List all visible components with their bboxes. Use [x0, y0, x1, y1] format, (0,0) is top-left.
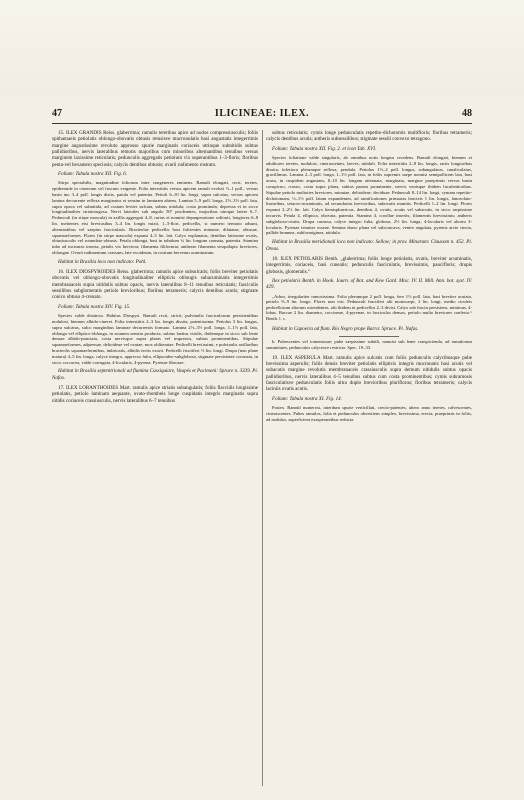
species-description: Frutex. Ramuli numerosi, interdum spurie verticillati, crecto-patentes, altero anno teretes, calvescentes, cinerascentes. Pubes ramulos, folia et pedunculos obvestiens simplex, brevissima, erecta, praeprimis in foliis, ad nodulos, superficiem exasperantibus reducta. [266, 405, 472, 422]
figure-reference: Folium: Tabula nostra XIV. Fig. 15. [58, 303, 131, 310]
column-divider [262, 130, 263, 786]
habitat-note: Habitat in Capoeira ad flum. Rio Negro prope Barra: Spruce. Pi. Nafas. [272, 325, 419, 332]
species-description: Stirps spectabilis, magnitudine foliorum inter congeneres eminens. Ramuli elongati, recti, teretes, epidermide in cinereum vel fuscum vergente. Folia interstitiis versus apicem ramuli evoluti ½–1 poll., versus basin ino 3–4 poll. longis distis, patula vel patentia. Petioli 6–10 lin. longi, supra sulcatus, versus apicem lamina decurrente reflexa marginatus et sensim in laminam abiens. Lamina 5–9 poll. longa, 2½–3½ poll. lata, supra opaca vel subnitida, ad costam leviter sulcata, subtus nitidula; costa prominula, depressa et in sicco longitudinaliter striatorugosa. Nervi laterales sub angulo 50° prodeuntes, majoribus utroque latere 6–7. Pedunculi (in stirpe mascula) in axillis aggregati 4–8, rarius et nonnisi depauperatione solitarii, longiores 6–8 lin. metientes etsi breviusibus 3–4 lin. longis mixti, 1–3-flori, pedicellis, si numero ternario adsunt, alternantibus vel saepius fasciculatis. Bracteolae pedicellis basi fulcientes minutae, dilatatae, obtusae, squamaeformes. Flores (in stirpe mascula) expansi 4–5 lin. lati. Calyx explanatus, dentibus latissime ovatis, obtusiusculis vel rotundato-obtusis. Petala oblonga, basi in tubulum ¾ lin. longum connata, patentia. Stamina tubo ad incisuras inserta, petalis vix breviora; filamenta filiformia; antherae filamenta sesquilapto breviores, oblongae. Ovarii rudimentum crassum, late ovoideum, in rostrum breveum acuminatum. [52, 180, 258, 255]
species-entry: 18. ILEX PETIOLARIS Benth. „glaberrima; foliis longe petiolatis, ovatis, breviter acuminatis, integerrimis, coriaceis, basi cuneatis; pedunculis fasciculatis, brevissimis, paucifloris; drupis globosis, glomeratis.“ [266, 255, 472, 275]
figure-reference: Ilex petiolaris Benth. in Hook. Journ. of Bot. and Kew Gard. Misc. IV. II. Mill. Ann. bot. syst. IV. 429. [266, 277, 472, 291]
page-number-left: 47 [52, 108, 62, 119]
text-column-left [52, 130, 258, 788]
subsection-note: b. Pubescentes vel tomentosae; pube saepissime subtili, nonnisi sub lente conspicienda, ad ramulorum summitates, pedunculos calycesve restricta. Spec. 19–33. [266, 339, 472, 350]
section-separator [339, 336, 399, 337]
page-number-right: 48 [462, 108, 472, 119]
subsection-note: „Arbor, irregulariter ramosissima. Folia plerumque 2 poll. longa, fere 1½ poll. lata, basi breviter acutata, petiolo ⅔–9 lin. longo. Flores non visi. Pedunculi fructiferi alii monocarpi, 2 lin. longi, medio ciculeis pedicellorum aliorum ostendentes, alii ibidem in pedicellos 2–3 divisi. Calyx sub fructu persistens, minimus, 4-lobus. Baccae 2 lin. diametro, coccineae, 4-pyrenae, in fasciculos densos, petiolo multo breviores conferta.“ Benth. l. c. [266, 293, 472, 321]
habitat-note: Habitat in Brasilia septentrionali ad flumina Cassiquiare, Vaupés et Pacimoni: Spruce n. 3339. Pi. Nafas. [52, 368, 258, 381]
running-title: ILICINEAE: ILEX. [214, 108, 310, 119]
habitat-note: Habitat in Brasilia loco non indicato: Pohl. [58, 258, 147, 265]
text-column-right [266, 130, 472, 788]
species-entry: 16. ILEX DIOSPYROIDES Reiss. glaberrima; ramulis apice subsulcatis; foliis breviter petiolatis obovatis vel oblongo-obovatis longitudinaliter ellipticis oblongis subacuminatis integerrimis membranaceis supra nitidulis subtus opacis, nervis lateralibus 8–11 tenuibus reticulatis; fasciculis sessilibus subglomeratis petiolo brevioribus; floribus tetrameris; calycis dentibus acutis; stigmate conico obtuso 4-crenato. [52, 269, 258, 301]
figure-reference: Folium: Tabula nostra XII. Fig. 2. et icon Tab. XVI. [272, 145, 377, 152]
species-description: Species foliatione valde singularis, ab omnibus notis longius recedens. Ramuli elongati, biennes et adultiores teretes, nodulosi, cinerascentes, laeves, nitiduli. Folia interstitiis 2–8 lin. longis, rariis longioribus dissita, inferiora plerumque reflexa, pendula. Petiolus 1½–2 poll. longus, subangulatus, canaliculatus, gracillimus. Lamina 2–3 poll. longa, 1–1½ poll. lata, in foliis supremis saepe nonnisi semipollicem lata, basi acuta, in cuspidem angustam, 8–10 lin. longam attenuata, marginata, margine praeprimis versus basin conspicuo, crasso, costa supra plana, subtus parum prominente, nervis venisque ibidem luculentioribus. Stipulae petiolo multoties breviores, minutae, deltoideae, deciduae. Pedunculi 8–14 lin. longi, cymam repetito-dichotomam, ½–1½ poll. latam expandentes, ad ramificationes primarias bracteis 1 lin. longis, lanceolato-linearibus, setaceo-acuminatis, ad secundarias brevioribus, subovatis munitis. Pedicelli 1–2 lin. longi. Flores expansi 2–2½ lin. lati. Calyx hemisphaericus, dentibus 4, ovatis, acutis vel subacutis, in sicco sarpissime incurvis. Petala 4, elliptica, obovata, patentia. Stamina 4, corollae insertis; filamentis brevissimis; antheris subgloboso-ovatis. Drupa carnosa, calyce integro fulta, globosa, 2½ lin. longa, 4-locularis vel abortu 3-locularis. Pyrenae tenuiter osseae. Semina durso plana vel subconcava, ventre angulata, pyrenis arcte cincta, pallide brunnea, subformigineа, nitidula. [266, 155, 472, 236]
species-entry: subtus reticulatis; cymis longe pedunculatis repetito-dichotomis multifloris; floribus tetrameris; calycis dentibus acutis; antheris subsessilibus; stigmate sessili convexo tetragono. [266, 130, 472, 143]
page-top-margin [0, 0, 524, 96]
species-entry: 19. ILEX ASPERULA Mart. ramulis apice sulcatis cum foliis pedunculis calycibusque pube brevissima asperulis; foliis densis breviter petiolatis ellipticis integris mucronatis basi acutis vel subacutis margine revolutis membranaceis crassiusculis supra demum nitidulis subtus opacis pallidioribus, nervis lateralibus 4–5 tenuibus subtus cum costa prominentibus; cymis subramosis fasciculatisve pedunculatis foliis ultra duplo brevioribus pluriflorus; floribus tetrameris; calycis laciniis ovatis acutis. [266, 354, 472, 393]
header-rule [52, 123, 472, 124]
figure-reference: Folium: Tabula nostra XI. Fig. 14. [272, 395, 342, 402]
species-entry: 17. ILEX LORANTHOIDES Mart. ramulis apice striatis subangulatis; foliis flaccidis longissime petiolatis, petiolo laminam aequante, ovato-rhombeis longe cuspidatis integris marginatis supra nitidis coriaceis crassiusculis, nervis lateralibus 6–7 tenuibus [52, 385, 258, 404]
running-header [52, 108, 472, 122]
figure-reference: Folium: Tabula nostra XII. Fig. 6. [58, 171, 128, 178]
habitat-note: Habitat in Brasilia meridionali loco non indicato: Sellow; in prov. Minarum: Claussen n. 452. Pi. Oreas. [266, 239, 472, 252]
species-description: Species valde distincta. Habitus Diospyri. Ramuli recti, stricti, pulvinulis fasciculorum persistentibus nodulosi, biennes albido-cinerei. Folia interstitiis 2–3 lin. longis dissita, patentissima. Petiolus 3 lin. longus, supra sulcatus, sulco marginibus laminae decurrentis formato. Lamina 2½–3½ poll. longa, 1–1½ poll. lata, oblonga vel elliptico-oblonga, in acumen sensim producta, subtus laetius viridis, ibidemque in sicco sub lente densae albido-punctata, costa nervisque supra planis vel impressis, subtus prominentibus. Stipulae squamaeformes, adpressae, deltoideae vel ovatae, mox obliteratae. Pedicelli breviissimi, e pulvinulis axillaribus bracteolis squamaeformibus, imbricatis, albidis tectis exorti. Pedicelli fructiferi ½ lin. longi. Drupa (non plane matura) 4–5 lin. longa, calyce integro, apprecso fulta, ellipsoideo-subglobosa, stigmate persistente coronata, in sicco coccacea, valde corrugata, 4-locularis, 4-pyrena. Pyrenae fibrosae. [52, 313, 258, 365]
species-entry: 15. ILEX GRANDIS Reiss. glaberrima; ramulis teretibus apice ad nodos compressiusculis; foliis spithamaeis petiolatis oblongo-obovatis obtusis retusisve mucronulatis basi angustatis integerrimis margine angustissime revoluto approsso spurie marginatis coriaceis utrinque subnitidis subtus pallidioribus, nervis lateralibus remotis majoribus cum minoribus alternantibus tenuibus versus marginem laxissime reticulatis; pedunculis aggregatis petiolum vix superantibus 1–3-floris; floribus penta-vel hexamero speciosis; calycis dentibus obtusis; ovarii rudimento rostrato. [52, 130, 258, 168]
